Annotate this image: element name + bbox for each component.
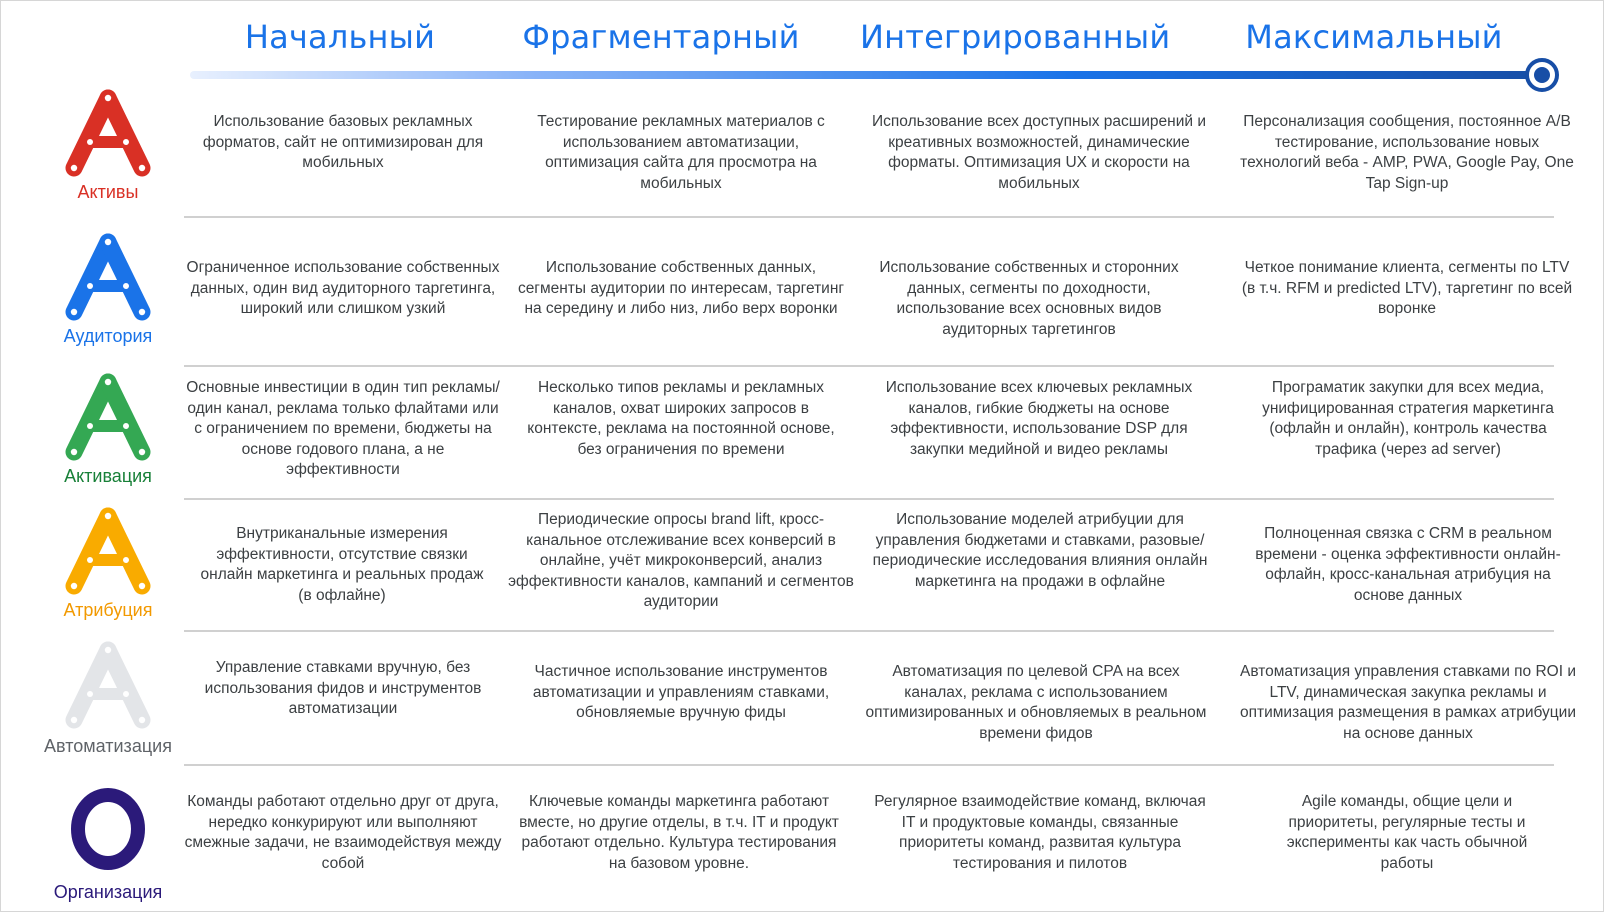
row-divider xyxy=(184,630,1554,632)
cell-organization-initial: Команды работают отдельно друг от друга, нередко конкурируют или выполняют смежные задачи, не взаимодействуя между собой xyxy=(184,793,502,872)
stage-header-integrated: Интегрированный xyxy=(860,18,1171,56)
letter-a-green-icon xyxy=(58,372,158,462)
cell-automation-integrated: Автоматизация по целевой CPA на всех каналах, реклама с использованием оптимизированных и обновляемых в реальном времени фидов xyxy=(865,663,1207,742)
row-label-audience: Аудитория xyxy=(63,326,153,346)
stage-header-maximal: Максимальный xyxy=(1245,18,1503,56)
cell-organization-fragmented: Ключевые команды маркетинга работают вместе, но другие отделы, в т.ч. IT и продукт работают отдельно. Культура тестирования на базовом уровне. xyxy=(519,793,839,872)
letter-a-red-icon xyxy=(58,88,158,178)
row-label-organization: Организация xyxy=(53,882,163,902)
letter-a-blue-icon xyxy=(58,232,158,322)
cell-activation-initial: Основные инвестиции в один тип рекламы/один канал, реклама только флайтами или с ограничением по времени, бюджеты на основе годового плана, а не эффективности xyxy=(186,379,500,478)
cell-assets-fragmented: Тестирование рекламных материалов с использованием автоматизации, оптимизация сайта для просмотра на мобильных xyxy=(537,113,825,192)
row-divider xyxy=(184,498,1554,500)
cell-audience-maximal: Четкое понимание клиента, сегменты по LTV (в т.ч. RFM и predicted LTV), таргетинг по всей воронке xyxy=(1241,259,1573,317)
cell-attribution-fragmented: Периодические опросы brand lift, кросс-канальное отслеживание всех конверсий в онлайне, учёт микроконверсий, анализ эффективности каналов, кампаний и сегментов аудитории xyxy=(508,511,854,610)
stage-header-initial: Начальный xyxy=(244,18,436,56)
cell-organization-maximal: Agile команды, общие цели и приоритеты, регулярные тесты и эксперименты как часть обычной работы xyxy=(1286,793,1528,872)
cell-automation-fragmented: Частичное использование инструментов автоматизации и управлениям ставками, обновляемые вручную фиды xyxy=(532,663,830,721)
row-label-assets: Активы xyxy=(77,182,139,202)
cell-automation-maximal: Автоматизация управления ставками по ROI и LTV, динамическая закупка рекламы и оптимизация размещения в рамках атрибуции на основе данных xyxy=(1239,663,1576,742)
cell-audience-fragmented: Использование собственных данных, сегменты аудитории по интересам, таргетинг на середину и либо низ, либо верх воронки xyxy=(517,259,845,317)
cell-audience-initial: Ограниченное использование собственных данных, один вид аудиторного таргетинга, широкий или слишком узкий xyxy=(186,259,500,317)
row-label-attribution: Атрибуция xyxy=(63,600,153,620)
cell-attribution-integrated: Использование моделей атрибуции для управления бюджетами и ставками, разовые/периодические исследования влияния онлайн маркетинга на продажи в офлайне xyxy=(872,511,1208,590)
cell-attribution-maximal: Полноценная связка с CRM в реальном времени - оценка эффективности онлайн-офлайн, кросс-канальная атрибуция на основе данных xyxy=(1255,525,1561,604)
row-label-automation: Автоматизация xyxy=(44,736,172,756)
letter-a-yellow-icon xyxy=(58,506,158,596)
cell-assets-integrated: Использование всех доступных расширений и креативных возможностей, динамические форматы. Оптимизация UX и скорости на мобильных xyxy=(872,113,1206,192)
cell-activation-maximal: Програматик закупки для всех медиа, унифицированная стратегия маркетинга (офлайн и онлайн), контроль качества трафика (через ad server) xyxy=(1262,379,1554,458)
cell-automation-initial: Управление ставками вручную, без использования фидов и инструментов автоматизации xyxy=(204,659,482,717)
row-divider xyxy=(184,365,1554,367)
cell-organization-integrated: Регулярное взаимодействие команд, включая IT и продуктовые команды, связанные приоритеты команд, развитая культура тестирования и пилотов xyxy=(874,793,1206,872)
progress-end-target-icon xyxy=(1524,57,1560,93)
cell-assets-maximal: Персонализация сообщения, постоянное A/B тестирование, использование новых технологий веба - AMP, PWA, Google Pay, One Tap Sign-up xyxy=(1240,113,1574,192)
row-divider xyxy=(184,216,1554,218)
cell-audience-integrated: Использование собственных и сторонних данных, сегменты по доходности, использование всех основных видов аудиторных таргетингов xyxy=(879,259,1179,338)
row-divider xyxy=(184,764,1554,766)
row-label-activation: Активация xyxy=(64,466,152,486)
stage-header-fragmented: Фрагментарный xyxy=(522,18,800,56)
cell-attribution-initial: Внутриканальные измерения эффективности, отсутствие связки онлайн маркетинга и реальных продаж (в офлайне) xyxy=(200,525,484,604)
letter-o-purple-icon xyxy=(58,786,158,876)
cell-activation-integrated: Использование всех ключевых рекламных каналов, гибкие бюджеты на основе эффективности, использование DSP для закупки медийной и видео рекламы xyxy=(885,379,1193,458)
cell-assets-initial: Использование базовых рекламных форматов, сайт не оптимизирован для мобильных xyxy=(202,113,484,171)
maturity-progress-bar xyxy=(190,71,1542,79)
letter-a-gray-icon xyxy=(58,640,158,730)
cell-activation-fragmented: Несколько типов рекламы и рекламных каналов, охват широких запросов в контексте, реклама на постоянной основе, без ограничения по времени xyxy=(527,379,835,458)
